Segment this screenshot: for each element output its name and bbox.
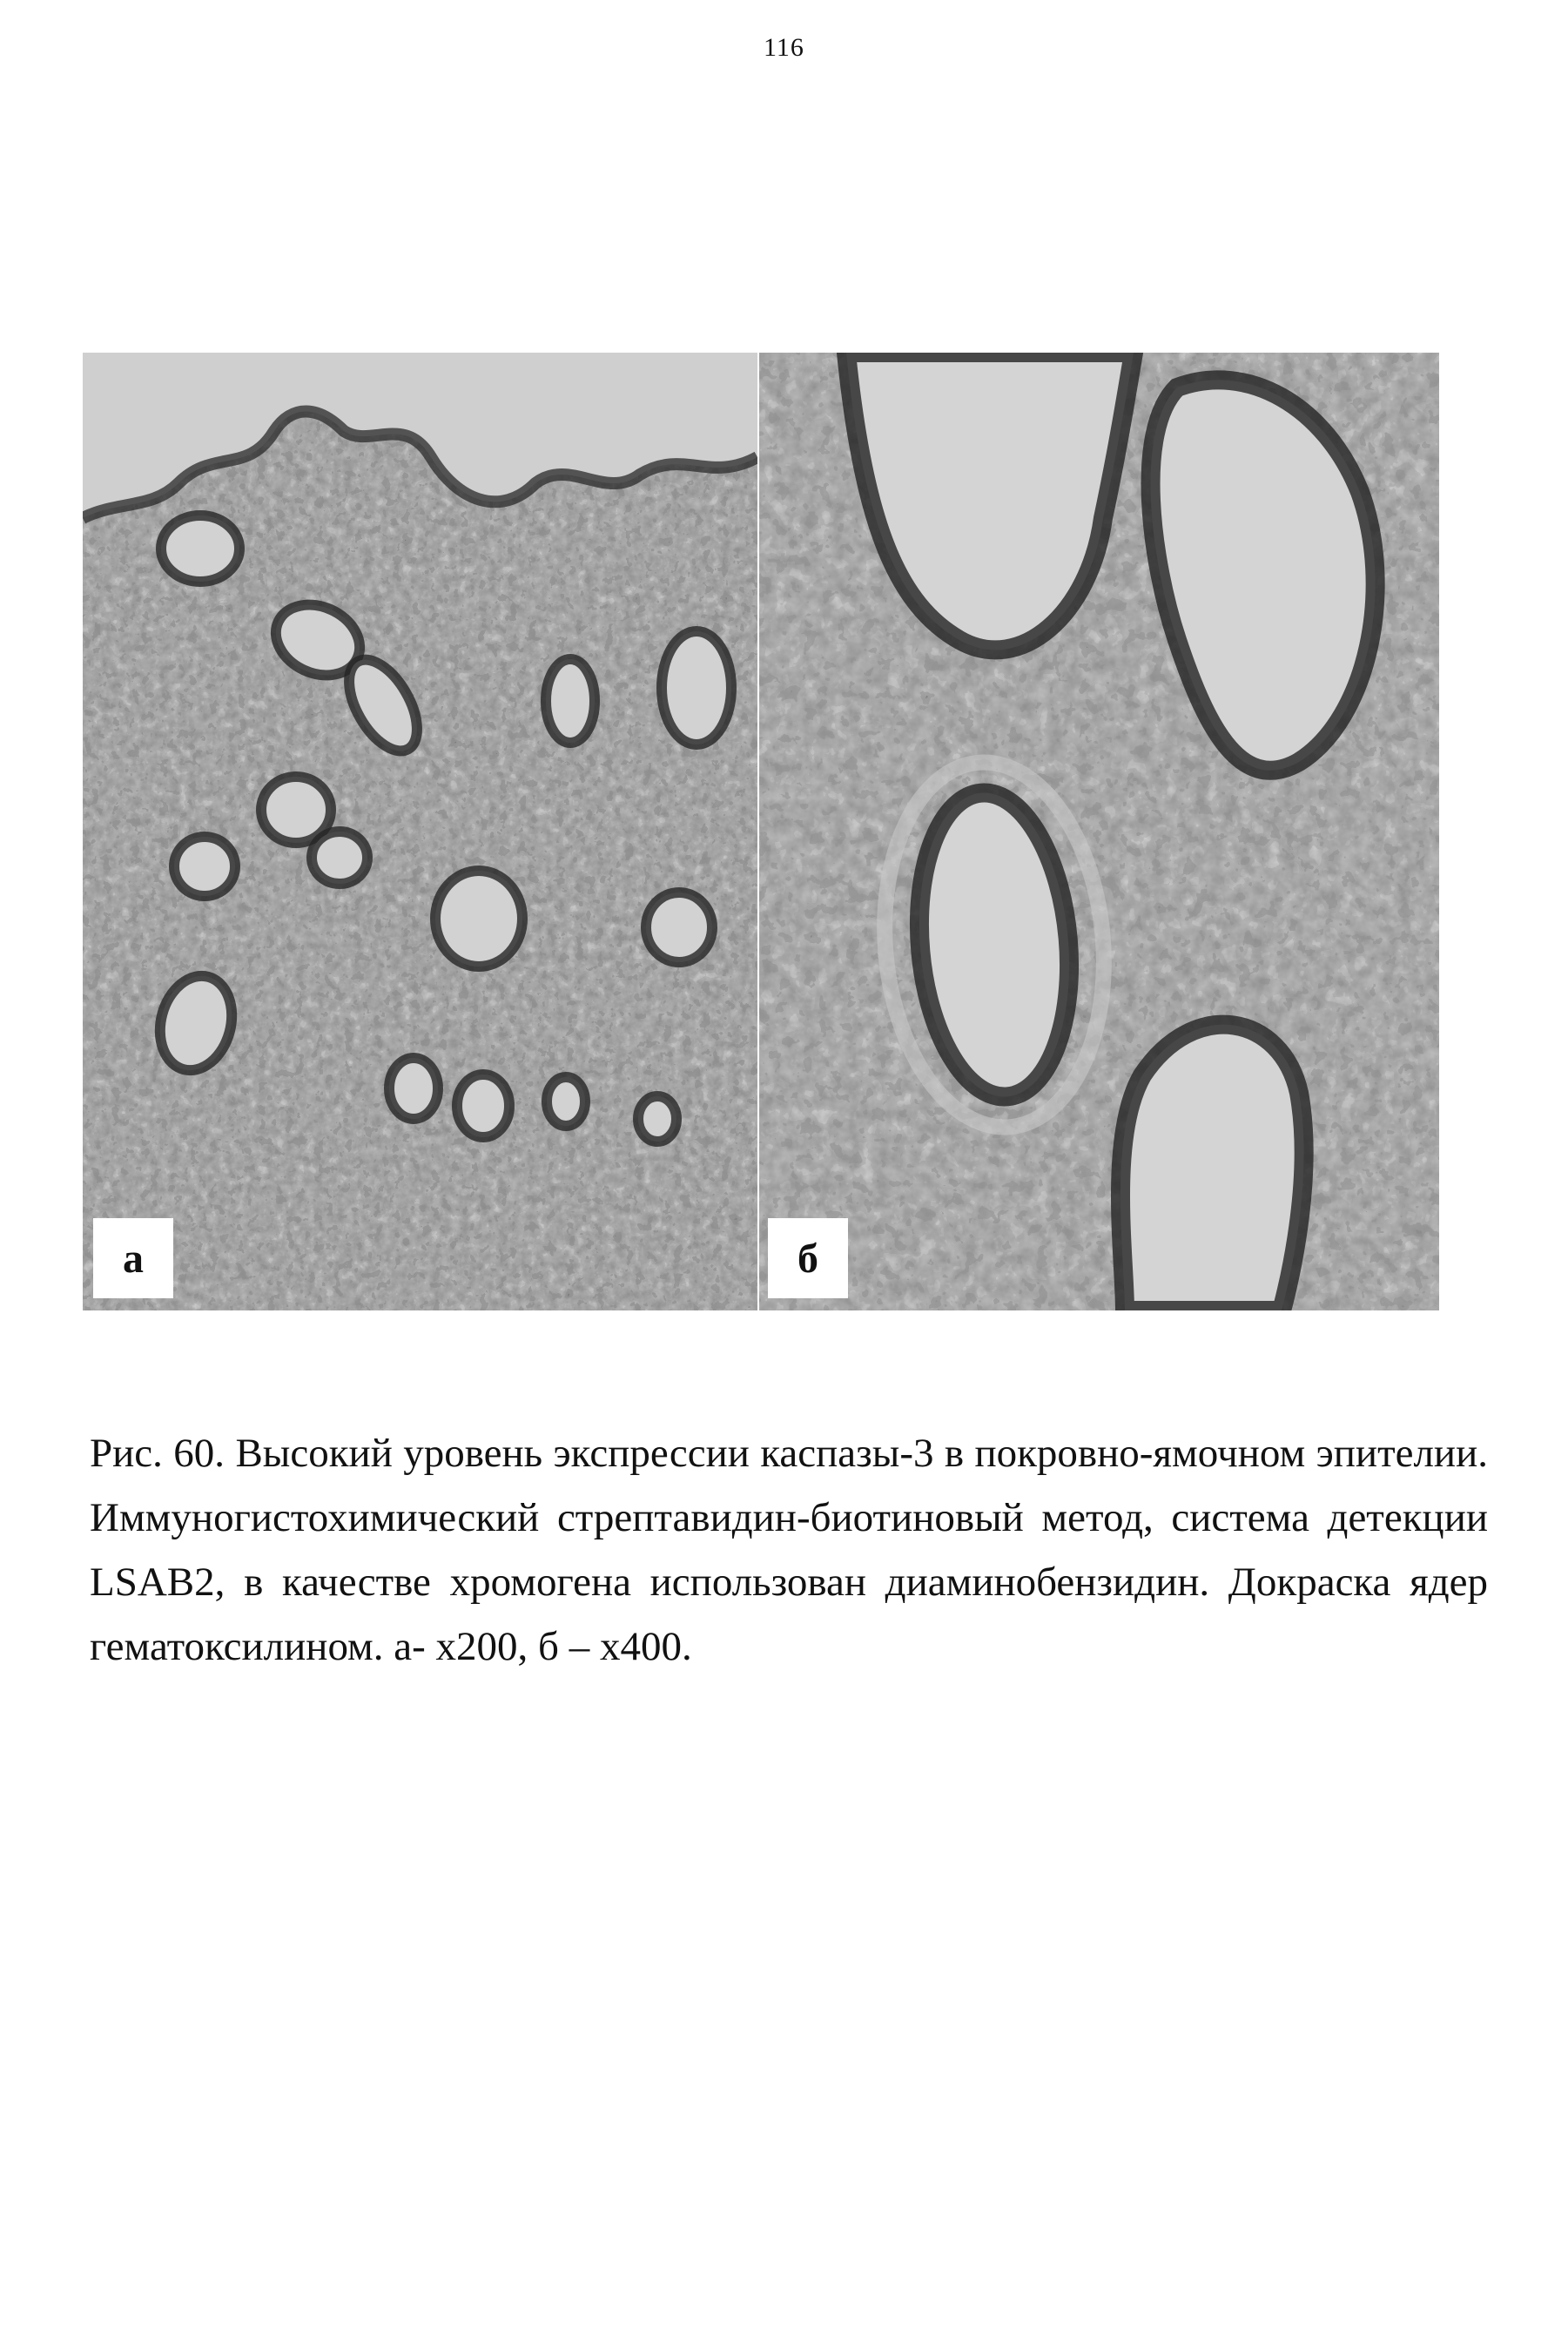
micrograph-image-b: [759, 353, 1439, 1310]
micrograph-image-a: [83, 353, 757, 1310]
page-number: 116: [764, 33, 804, 62]
micrograph-panel-a: [83, 353, 757, 1310]
panel-label-b: б: [768, 1218, 848, 1298]
figure-micrographs: [83, 353, 1439, 1310]
figure-caption: Рис. 60. Высокий уровень экспрессии каспазы-3 в покровно-ямочном эпителии. Иммуногистохимический стрептавидин-биотиновый метод, система детекции LSAB2, в качестве хромогена использован диаминобензидин. Докраска ядер гематоксилином. а- х200, б – х400.: [90, 1431, 1488, 1669]
panel-label-a: а: [93, 1218, 173, 1298]
micrograph-panel-b: [759, 353, 1439, 1310]
